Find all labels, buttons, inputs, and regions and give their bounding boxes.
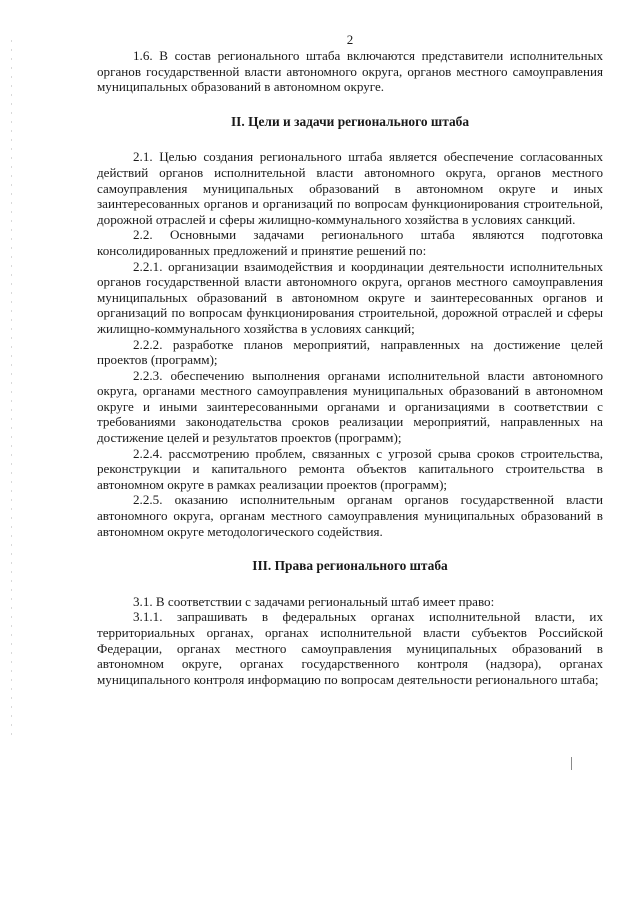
paragraph-2-2-4: 2.2.4. рассмотрению проблем, связанных с угрозой срыва сроков строительства, реконструкции и капитального ремонта объектов капитального строительства в автономном округе в рамках реализации проектов (программ); bbox=[97, 445, 603, 492]
document-body bbox=[97, 48, 603, 687]
section-heading-2: II. Цели и задачи регионального штаба bbox=[230, 113, 470, 129]
paragraph-2-2-3: 2.2.3. обеспечению выполнения органами исполнительной власти автономного округа, органами местного самоуправления муниципальных образований в автономном округе и иными заинтересованными органами и организациями в соответствии с требованиями законодательства сроков реализации мероприятий, направленных на достижение целей и результатов проектов (программ); bbox=[97, 367, 603, 446]
paragraph-2-2-2: 2.2.2. разработке планов мероприятий, направленных на достижение целей проектов (программ); bbox=[97, 336, 603, 368]
paragraph-1-6: 1.6. В состав регионального штаба включаются представители исполнительных органов государственной власти автономного округа, органов местного самоуправления муниципальных образований в автономном округе. bbox=[97, 48, 603, 95]
page-number: 2 bbox=[346, 32, 354, 47]
paragraph-2-1: 2.1. Целью создания регионального штаба является обеспечение согласованных действий органов исполнительной власти автономного округа, органов местного самоуправления муниципальных образований в автономном округе и иных заинтересованных органов и организаций по вопросам функционирования строительной, дорожной отраслей и сферы жилищно-коммунального хозяйства в условиях санкций. bbox=[97, 149, 603, 227]
paragraph-2-2-1: 2.2.1. организации взаимодействия и координации деятельности исполнительных органов государственной власти автономного округа, органов местного самоуправления муниципальных образований в автономном округе и заинтересованных органов и организаций по вопросам функционирования строительной, дорожной отраслей и сферы жилищно-коммунального хозяйства в условиях санкций; bbox=[97, 258, 603, 336]
paragraph-3-1: 3.1. В соответствии с задачами региональный штаб имеет право: bbox=[133, 593, 495, 609]
scan-artifact-mark bbox=[571, 757, 572, 770]
paragraph-2-2: 2.2. Основными задачами регионального штаба являются подготовка консолидированных предложений и принятие решений по: bbox=[97, 227, 603, 258]
scan-margin-line bbox=[11, 40, 12, 740]
paragraph-3-1-1: 3.1.1. запрашивать в федеральных органах исполнительной власти, их территориальных органах, органах исполнительной власти субъектов Российской Федерации, органах местного самоуправления муниципальных образований в автономном округе, органах государственного контроля (надзора), органах муниципального контроля информацию по вопросам деятельности регионального штаба; bbox=[97, 609, 603, 687]
paragraph-2-2-5: 2.2.5. оказанию исполнительным органам органов государственной власти автономного округа, органам местного самоуправления муниципальных образований в автономном округе методологического содействия. bbox=[97, 492, 603, 539]
section-heading-3: III. Права регионального штаба bbox=[252, 558, 448, 574]
